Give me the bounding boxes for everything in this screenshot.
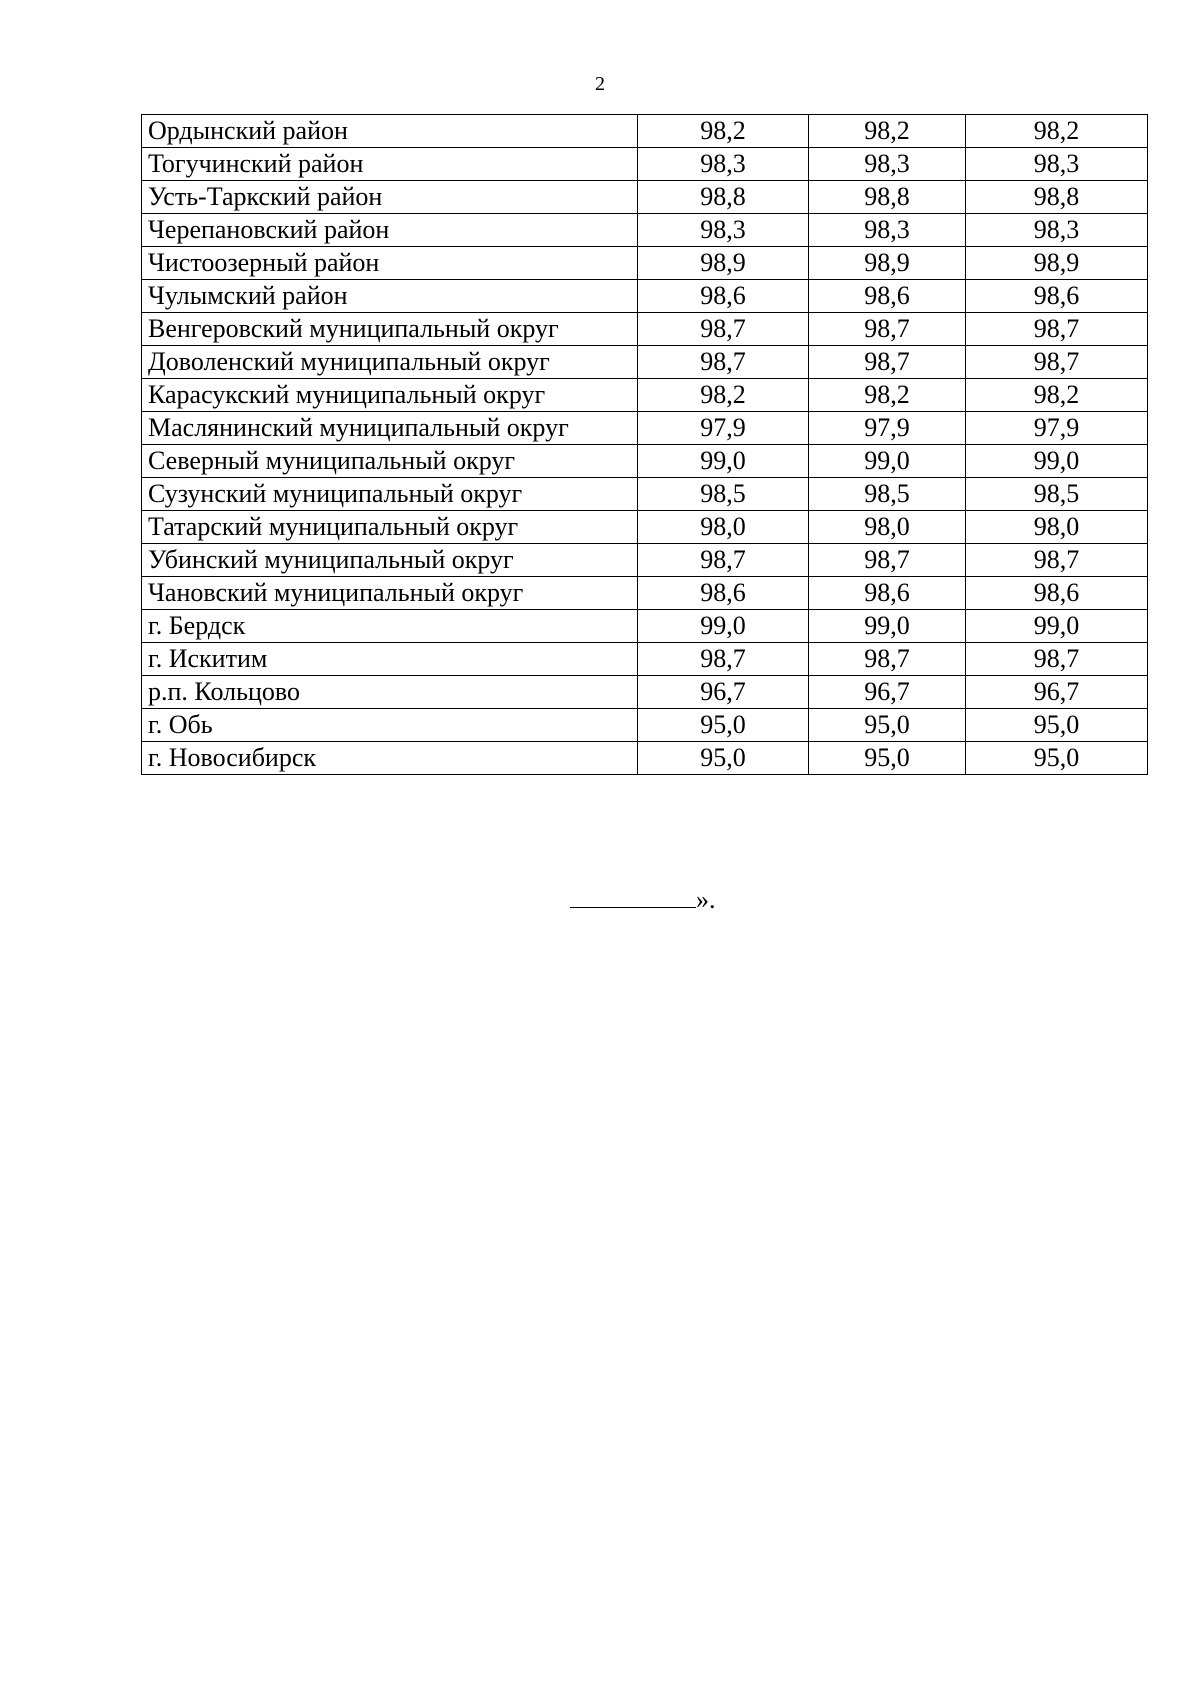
municipality-name-cell: Усть-Таркский район	[142, 181, 638, 214]
table-row	[142, 214, 1148, 247]
municipality-name-cell: г. Новосибирск	[142, 742, 638, 775]
table-row	[142, 742, 1148, 775]
value-cell-1: 98,3	[638, 148, 809, 181]
municipality-name-cell: Сузунский муниципальный округ	[142, 478, 638, 511]
table-row	[142, 445, 1148, 478]
value-cell-2: 98,8	[809, 181, 966, 214]
value-cell-3: 98,2	[966, 379, 1148, 412]
value-cell-3: 95,0	[966, 742, 1148, 775]
value-cell-1: 98,7	[638, 544, 809, 577]
table-row	[142, 247, 1148, 280]
value-cell-1: 98,9	[638, 247, 809, 280]
closing-mark	[570, 884, 716, 916]
value-cell-2: 98,0	[809, 511, 966, 544]
value-cell-3: 99,0	[966, 445, 1148, 478]
municipality-name-cell: Чулымский район	[142, 280, 638, 313]
municipality-name-cell: г. Обь	[142, 709, 638, 742]
municipality-name-cell: Тогучинский район	[142, 148, 638, 181]
value-cell-2: 98,7	[809, 313, 966, 346]
value-cell-3: 95,0	[966, 709, 1148, 742]
signature-line	[570, 885, 696, 908]
value-cell-2: 98,6	[809, 280, 966, 313]
table-row	[142, 346, 1148, 379]
value-cell-3: 98,3	[966, 214, 1148, 247]
table-row	[142, 148, 1148, 181]
value-cell-2: 98,7	[809, 643, 966, 676]
value-cell-3: 98,3	[966, 148, 1148, 181]
value-cell-3: 99,0	[966, 610, 1148, 643]
table-row	[142, 280, 1148, 313]
value-cell-1: 97,9	[638, 412, 809, 445]
table-row	[142, 181, 1148, 214]
municipality-name-cell: Доволенский муниципальный округ	[142, 346, 638, 379]
closing-quote: ».	[696, 885, 716, 914]
table-row	[142, 610, 1148, 643]
value-cell-1: 98,2	[638, 115, 809, 148]
value-cell-1: 98,3	[638, 214, 809, 247]
value-cell-2: 98,3	[809, 148, 966, 181]
value-cell-3: 98,7	[966, 544, 1148, 577]
municipality-name-cell: Татарский муниципальный округ	[142, 511, 638, 544]
value-cell-1: 98,6	[638, 577, 809, 610]
value-cell-1: 98,7	[638, 643, 809, 676]
table-body	[142, 115, 1148, 775]
value-cell-1: 98,5	[638, 478, 809, 511]
municipality-name-cell: Чановский муниципальный округ	[142, 577, 638, 610]
value-cell-1: 99,0	[638, 445, 809, 478]
value-cell-2: 98,3	[809, 214, 966, 247]
value-cell-1: 95,0	[638, 709, 809, 742]
value-cell-2: 99,0	[809, 610, 966, 643]
table-row	[142, 544, 1148, 577]
municipality-name-cell: Убинский муниципальный округ	[142, 544, 638, 577]
value-cell-2: 96,7	[809, 676, 966, 709]
municipal-indicators-table	[141, 114, 1148, 775]
value-cell-3: 98,7	[966, 346, 1148, 379]
municipality-name-cell: г. Бердск	[142, 610, 638, 643]
value-cell-2: 95,0	[809, 742, 966, 775]
value-cell-1: 99,0	[638, 610, 809, 643]
municipality-name-cell: Черепановский район	[142, 214, 638, 247]
table-row	[142, 313, 1148, 346]
table-row	[142, 676, 1148, 709]
value-cell-3: 96,7	[966, 676, 1148, 709]
value-cell-3: 97,9	[966, 412, 1148, 445]
value-cell-1: 98,6	[638, 280, 809, 313]
value-cell-3: 98,5	[966, 478, 1148, 511]
table-row	[142, 643, 1148, 676]
value-cell-3: 98,0	[966, 511, 1148, 544]
value-cell-3: 98,7	[966, 313, 1148, 346]
municipality-name-cell: Чистоозерный район	[142, 247, 638, 280]
value-cell-3: 98,6	[966, 280, 1148, 313]
municipality-name-cell: Карасукский муниципальный округ	[142, 379, 638, 412]
value-cell-3: 98,2	[966, 115, 1148, 148]
value-cell-1: 98,7	[638, 346, 809, 379]
municipality-name-cell: Ордынский район	[142, 115, 638, 148]
value-cell-2: 98,7	[809, 544, 966, 577]
value-cell-2: 98,6	[809, 577, 966, 610]
table-row	[142, 709, 1148, 742]
table-row	[142, 412, 1148, 445]
value-cell-1: 98,2	[638, 379, 809, 412]
value-cell-2: 97,9	[809, 412, 966, 445]
value-cell-1: 96,7	[638, 676, 809, 709]
value-cell-2: 98,7	[809, 346, 966, 379]
value-cell-1: 98,0	[638, 511, 809, 544]
value-cell-3: 98,6	[966, 577, 1148, 610]
value-cell-2: 98,2	[809, 115, 966, 148]
value-cell-2: 98,2	[809, 379, 966, 412]
municipality-name-cell: р.п. Кольцово	[142, 676, 638, 709]
value-cell-2: 99,0	[809, 445, 966, 478]
value-cell-1: 98,8	[638, 181, 809, 214]
municipality-name-cell: г. Искитим	[142, 643, 638, 676]
value-cell-1: 95,0	[638, 742, 809, 775]
value-cell-3: 98,8	[966, 181, 1148, 214]
value-cell-3: 98,9	[966, 247, 1148, 280]
value-cell-2: 98,5	[809, 478, 966, 511]
value-cell-2: 98,9	[809, 247, 966, 280]
table-row	[142, 115, 1148, 148]
table-row	[142, 478, 1148, 511]
value-cell-2: 95,0	[809, 709, 966, 742]
table-row	[142, 577, 1148, 610]
page-number: 2	[595, 73, 605, 95]
municipality-name-cell: Венгеровский муниципальный округ	[142, 313, 638, 346]
table-row	[142, 511, 1148, 544]
municipality-name-cell: Маслянинский муниципальный округ	[142, 412, 638, 445]
value-cell-1: 98,7	[638, 313, 809, 346]
value-cell-3: 98,7	[966, 643, 1148, 676]
table-row	[142, 379, 1148, 412]
municipality-name-cell: Северный муниципальный округ	[142, 445, 638, 478]
